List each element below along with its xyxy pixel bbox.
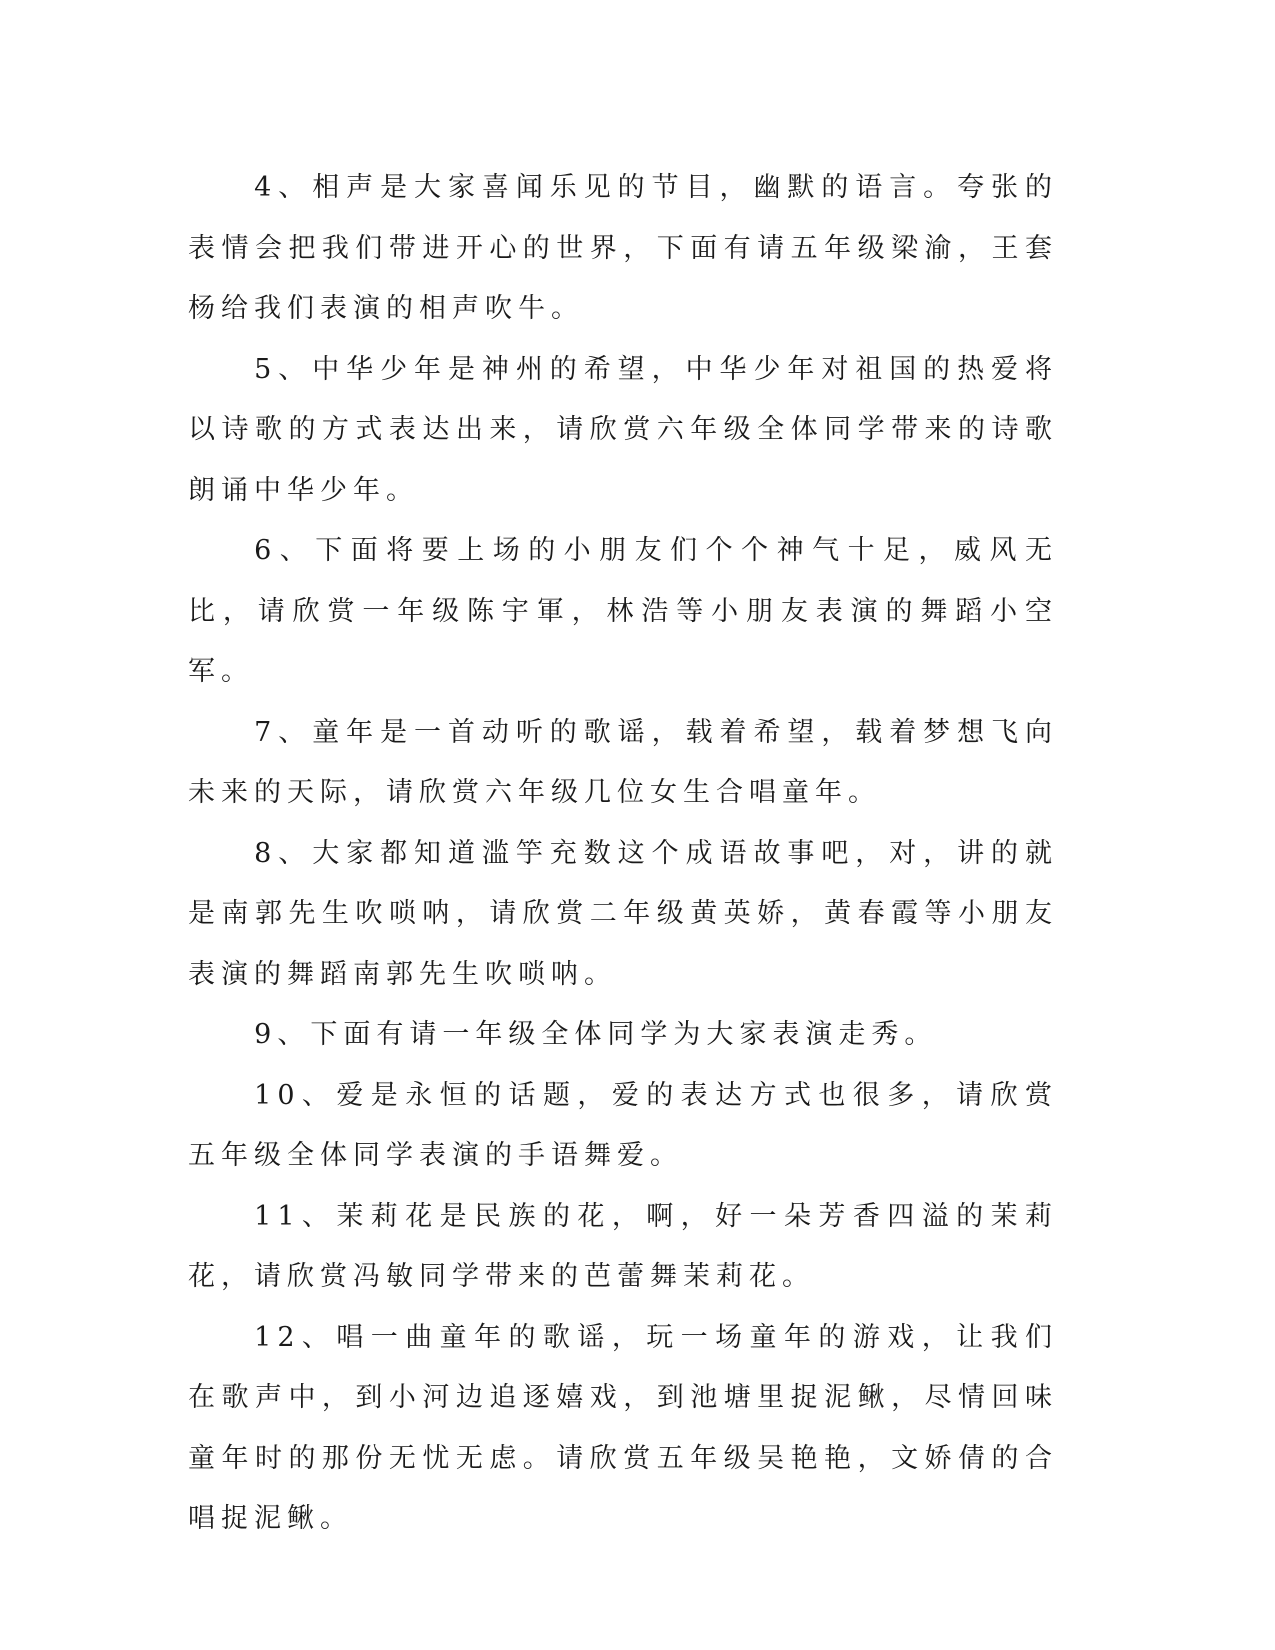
paragraph-item-10: 10、爱是永恒的话题，爱的表达方式也很多，请欣赏五年级全体同学表演的手语舞爱。 (188, 1079, 1058, 1171)
paragraph-item-6: 6、下面将要上场的小朋友们个个神气十足，威风无比，请欣赏一年级陈宇軍，林浩等小朋友表演的舞蹈小空军。 (188, 535, 1058, 687)
paragraph-item-8: 8、大家都知道滥竽充数这个成语故事吧，对，讲的就是南郭先生吹唢呐，请欣赏二年级黄英娇，黄春霞等小朋友表演的舞蹈南郭先生吹唢呐。 (188, 837, 1058, 990)
paragraph-item-12: 12、唱一曲童年的歌谣，玩一场童年的游戏，让我们在歌声中，到小河边追逐嬉戏，到池塘里捉泥鳅，尽情回味童年时的那份无忧无虑。请欣赏五年级吴艳艳，文娇倩的合唱捉泥鳅。 (188, 1321, 1058, 1534)
paragraph-item-9: 9、下面有请一年级全体同学为大家表演走秀。 (254, 1019, 938, 1050)
paragraph-item-5: 5、中华少年是神州的希望，中华少年对祖国的热爱将以诗歌的方式表达出来，请欣赏六年级全体同学带来的诗歌朗诵中华少年。 (188, 353, 1058, 506)
paragraph-item-11: 11、茉莉花是民族的花，啊，好一朵芳香四溢的茉莉花，请欣赏冯敏同学带来的芭蕾舞茉莉花。 (188, 1200, 1058, 1292)
paragraph-item-7: 7、童年是一首动听的歌谣，载着希望，载着梦想飞向未来的天际，请欣赏六年级几位女生合唱童年。 (188, 716, 1058, 808)
paragraph-item-4: 4、相声是大家喜闻乐见的节目，幽默的语言。夸张的表情会把我们带进开心的世界，下面有请五年级梁渝，王套杨给我们表演的相声吹牛。 (188, 172, 1058, 324)
document-body (188, 158, 1058, 1550)
